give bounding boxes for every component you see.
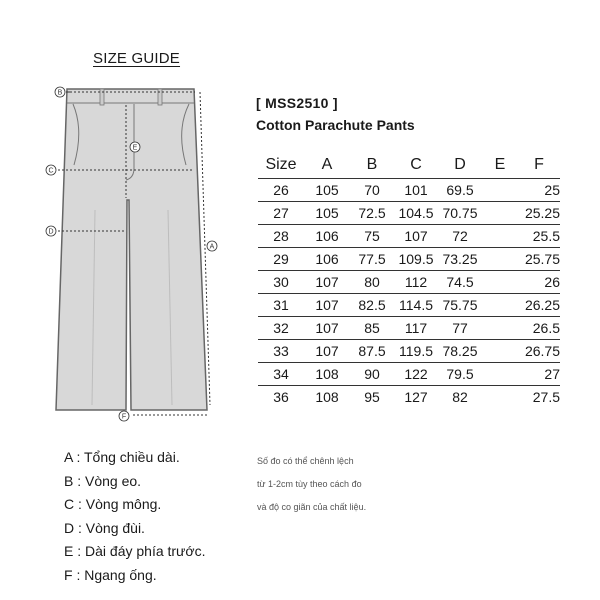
cell-f: 25.25 [518,202,560,225]
cell-a: 107 [304,294,350,317]
cell-d: 73.25 [438,248,482,271]
cell-size: 26 [258,179,304,202]
cell-b: 70 [350,179,394,202]
cell-d: 69.5 [438,179,482,202]
cell-e [482,317,518,340]
cell-d: 77 [438,317,482,340]
table-row [258,363,560,386]
marker-d-label: D [48,228,54,236]
cell-c: 101 [394,179,438,202]
table-row [258,179,560,202]
cell-b: 77.5 [350,248,394,271]
cell-e [482,202,518,225]
cell-d: 74.5 [438,271,482,294]
cell-b: 80 [350,271,394,294]
cell-size: 28 [258,225,304,248]
col-header-b: B [366,156,378,173]
marker-f-label: F [121,413,127,421]
cell-c: 117 [394,317,438,340]
marker-c-label: C [48,167,54,175]
note-line: từ 1-2cm tùy theo cách đo [257,479,362,489]
col-header-f: F [534,156,544,173]
table-row [258,202,560,225]
legend-item-e: E : Dài đáy phía trước. [64,543,206,559]
cell-d: 75.75 [438,294,482,317]
cell-c: 127 [394,386,438,409]
cell-b: 72.5 [350,202,394,225]
cell-d: 72 [438,225,482,248]
legend-item-a: A : Tổng chiều dài. [64,449,180,465]
cell-f: 27 [518,363,560,386]
cell-f: 25.5 [518,225,560,248]
cell-c: 107 [394,225,438,248]
cell-e [482,340,518,363]
cell-size: 31 [258,294,304,317]
cell-b: 90 [350,363,394,386]
table-row [258,271,560,294]
col-header-c: C [410,156,422,173]
cell-a: 107 [304,271,350,294]
cell-c: 104.5 [394,202,438,225]
table-row [258,340,560,363]
marker-e-label: E [132,144,138,152]
cell-b: 85 [350,317,394,340]
size-guide-title: SIZE GUIDE [93,50,181,67]
cell-f: 26.75 [518,340,560,363]
cell-f: 26.5 [518,317,560,340]
cell-a: 106 [304,248,350,271]
belt-loop [100,89,104,105]
product-code: [ MSS2510 ] [256,95,338,111]
cell-e [482,248,518,271]
cell-f: 27.5 [518,386,560,409]
cell-a: 108 [304,363,350,386]
cell-f: 26.25 [518,294,560,317]
marker-b-label: B [57,89,63,97]
cell-c: 109.5 [394,248,438,271]
table-row [258,248,560,271]
cell-size: 33 [258,340,304,363]
measurement-note [257,450,366,519]
table-row [258,317,560,340]
cell-a: 105 [304,179,350,202]
cell-e [482,294,518,317]
cell-a: 105 [304,202,350,225]
size-table-header [258,152,560,179]
col-header-e: E [494,156,506,173]
col-header-a: A [321,156,333,173]
cell-e [482,225,518,248]
cell-d: 79.5 [438,363,482,386]
legend-item-b: B : Vòng eo. [64,472,142,489]
cell-f: 25.75 [518,248,560,271]
cell-c: 122 [394,363,438,386]
cell-size: 34 [258,363,304,386]
cell-e [482,363,518,386]
legend-item-c: C : Vòng mông. [64,496,162,512]
table-row [258,386,560,409]
legend-item-f: F : Ngang ống. [64,566,157,583]
cell-a: 107 [304,317,350,340]
note-line: Số đo có thể chênh lệch [257,456,354,466]
cell-e [482,179,518,202]
cell-b: 95 [350,386,394,409]
legend-item-d: D : Vòng đùi. [64,519,145,536]
table-row [258,294,560,317]
cell-f: 25 [518,179,560,202]
size-table [258,152,560,408]
cell-d: 82 [438,386,482,409]
cell-f: 26 [518,271,560,294]
col-header-size: Size [265,156,297,173]
cell-b: 75 [350,225,394,248]
cell-a: 106 [304,225,350,248]
cell-e [482,271,518,294]
marker-a-label: A [209,243,215,251]
cell-c: 114.5 [394,294,438,317]
cell-e [482,386,518,409]
product-name: Cotton Parachute Pants [256,117,415,133]
table-row [258,225,560,248]
note-line: và độ co giãn của chất liệu. [257,502,367,512]
cell-d: 78.25 [438,340,482,363]
cell-a: 107 [304,340,350,363]
cell-b: 82.5 [350,294,394,317]
cell-size: 36 [258,386,304,409]
cell-size: 30 [258,271,304,294]
cell-c: 119.5 [394,340,438,363]
pants-diagram [0,0,250,430]
cell-size: 27 [258,202,304,225]
measurement-legend [64,446,206,587]
cell-d: 70.75 [438,202,482,225]
cell-a: 108 [304,386,350,409]
cell-c: 112 [394,271,438,294]
cell-b: 87.5 [350,340,394,363]
belt-loop [158,89,162,105]
cell-size: 32 [258,317,304,340]
cell-size: 29 [258,248,304,271]
col-header-d: D [454,156,466,173]
